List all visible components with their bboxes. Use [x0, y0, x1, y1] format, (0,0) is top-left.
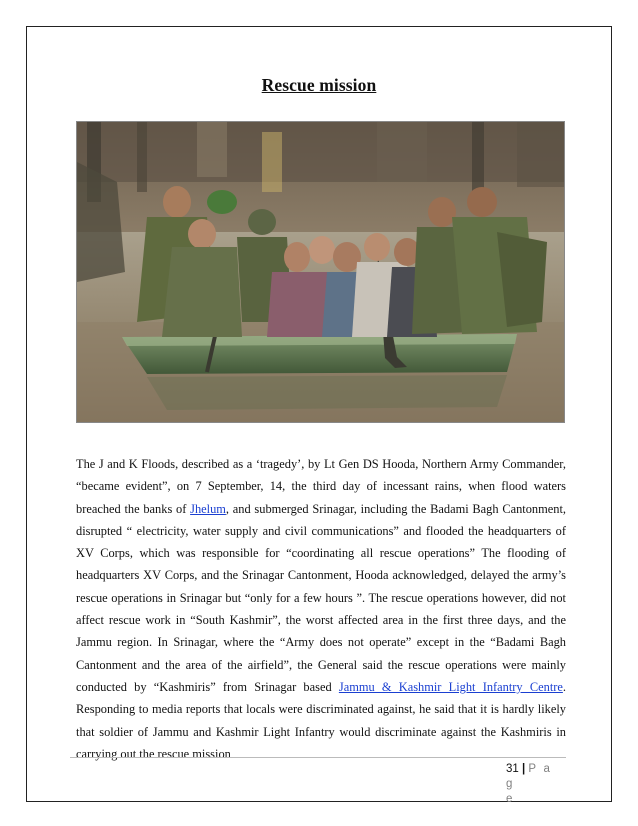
footer-divider — [70, 757, 566, 758]
page-number: 31 — [506, 763, 519, 775]
page-title: Rescue mission — [261, 75, 377, 95]
page-word-line2: e — [506, 793, 515, 805]
jhelum-link[interactable]: Jhelum — [190, 501, 226, 516]
article-text-part1: The J and K Floods, described as a ‘tragedy’, by Lt Gen DS Hooda, Northern Army Commander, “became evident”, on 7 September, 14, the third day of incessant rains, when flood waters breached the banks of — [76, 457, 566, 516]
article-text-part2: , and submerged Srinagar, including the Badami Bagh Cantonment, disrupted “ electricity, water supply and civil communications” and flooded the headquarters of XV Corps, which was responsible for “coordinating all rescue operations” The flooding of headquarters XV Corps, and the Srinagar Cantonment, Hooda acknowledged, delayed the army’s rescue operations in Srinagar but “only for a few hours ”. The rescue operations however, did not affect rescue work in “South Kashmir”, the worst affected area in the first three days, and the Jammu region. In Srinagar, where the “Army does not operate” except in the “Badami Bagh Cantonment and the area of the airfield”, the General said the rescue operations were mainly conducted by “Kashmiris” from Srinagar based — [76, 501, 567, 694]
jakli-centre-link[interactable]: Jammu & Kashmir Light Infantry Centre — [338, 679, 563, 694]
page-separator: | — [522, 763, 526, 775]
page-word-line1: P a g — [506, 763, 553, 790]
page-footer — [506, 762, 566, 807]
article-text-part3: . Responding to media reports that locals were discriminated against, he said that it is hardly likely that soldier of Jammu and Kashmir Light Infantry would discriminate against the Kashmiris in carrying out the rescue mission — [76, 679, 566, 761]
flood-rescue-photo — [76, 121, 565, 423]
article-body — [76, 453, 566, 765]
